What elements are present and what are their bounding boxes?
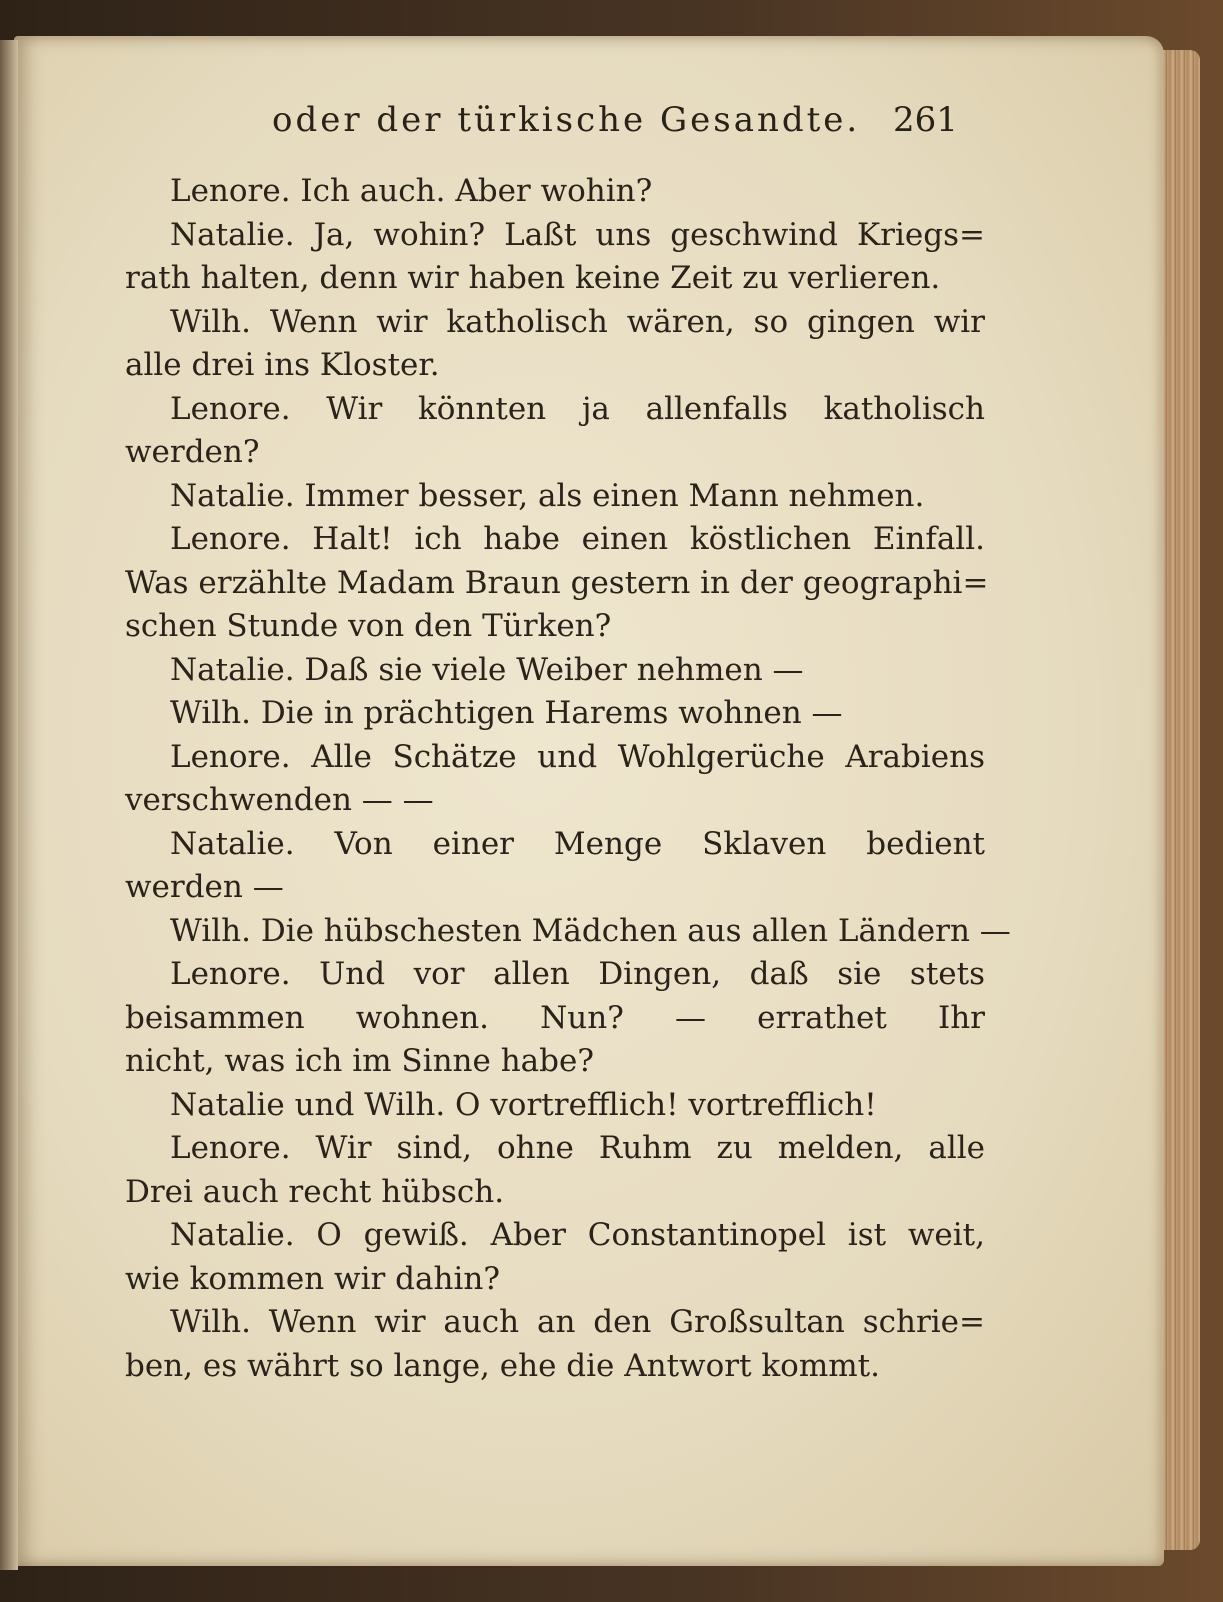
text-line: rath halten, denn wir haben keine Zeit zu verlieren. [125,260,941,296]
text-line: schen Stunde von den Türken? [125,608,612,644]
text-line: werden — [125,869,284,905]
text-line: wie kommen wir dahin? [125,1260,500,1297]
text-line: Lenore. Ich auch. Aber wohin? [170,173,653,209]
text-line: alle drei ins Kloster. [125,347,440,383]
body-text [125,170,1011,1388]
text-line: Lenore. Alle Schätze und Wohlgerüche Arabiens [170,738,985,775]
text-line: Wilh. Die in prächtigen Harems wohnen — [170,695,843,731]
text-line: nicht, was ich im Sinne habe? [125,1043,594,1079]
text-line: Natalie. Immer besser, als einen Mann nehmen. [170,477,925,514]
text-line: Lenore. Wir sind, ohne Ruhm zu melden, alle [170,1130,985,1166]
running-title: oder der türkische Gesandte. [272,100,861,140]
text-line: Wilh. Die hübschesten Mädchen aus allen Ländern — [170,912,1011,949]
text-line: Was erzählte Madam Braun gestern in der geographi= [125,564,989,601]
text-line: Lenore. Wir könnten ja allenfalls katholisch [170,390,985,427]
text-line: beisammen wohnen. Nun? — errathet Ihr [125,999,985,1036]
text-line: Natalie. Von einer Menge Sklaven bedient [170,825,985,862]
text-line: Wilh. Wenn wir katholisch wären, so gingen wir [170,303,985,340]
previous-page-edge [0,40,18,1570]
text-line: ben, es währt so lange, ehe die Antwort kommt. [125,1347,880,1384]
page-number: 261 [893,100,958,140]
text-line: Natalie. Ja, wohin? Laßt uns geschwind Kriegs= [170,216,985,253]
text-line: Wilh. Wenn wir auch an den Großsultan schrie= [170,1304,985,1340]
text-line: Drei auch recht hübsch. [125,1173,505,1210]
text-line: Lenore. Und vor allen Dingen, daß sie stets [170,956,985,992]
text-line: verschwenden — — [125,782,434,818]
text-line: Natalie und Wilh. O vortrefflich! vortrefflich! [170,1086,877,1123]
text-line: Lenore. Halt! ich habe einen köstlichen Einfall. [170,521,985,557]
running-head [0,100,1223,150]
text-line: werden? [125,434,260,470]
text-line: Natalie. O gewiß. Aber Constantinopel ist weit, [170,1217,985,1253]
text-line: Natalie. Daß sie viele Weiber nehmen — [170,651,804,688]
